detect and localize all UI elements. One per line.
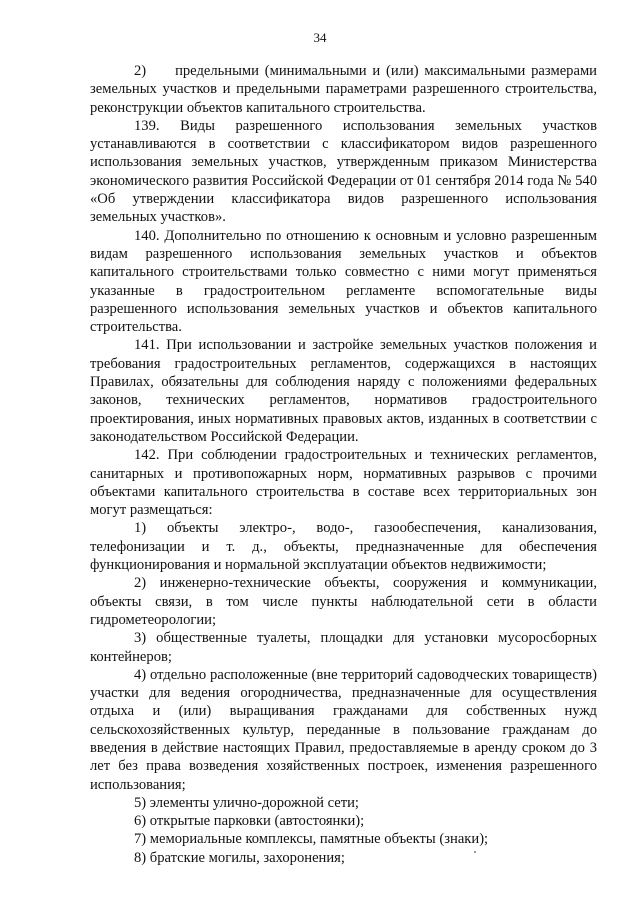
paragraph-140: 140. Дополнительно по отношению к основным и условно разрешенным видам разрешенного использования земельных участков и объектов капитального строительствами только совместно с ними могут применяться указанные в градостроительном регламенте вспомогательные виды разрешенного использования земельных участков и объектов капитального строительства. bbox=[90, 227, 597, 336]
document-body bbox=[90, 62, 597, 867]
list-item-1: 1) объекты электро-, водо-, газообеспечения, канализования, телефонизации и т. д., объекты, предназначенные для обеспечения функционирования и нормальной эксплуатации объектов недвижимости; bbox=[90, 520, 597, 574]
scan-speck bbox=[474, 851, 476, 853]
list-item-2: 2) инженерно-технические объекты, сооружения и коммуникации, объекты связи, в том числе пункты наблюдательной сети в области гидрометеорологии; bbox=[90, 575, 597, 628]
page-number: 34 bbox=[313, 30, 327, 45]
paragraph-141: 141. При использовании и застройке земельных участков положения и требования градостроительных регламентов, содержащихся в настоящих Правилах, обязательны для соблюдения наряду с положениями федеральных законов, технических регламентов, нормативов градостроительного проектирования, иных нормативных правовых актов, изданных в соответствии с законодательством Российской Федерации. bbox=[90, 337, 597, 445]
list-item-6: 6) открытые парковки (автостоянки); bbox=[134, 813, 365, 830]
list-item-7: 7) мемориальные комплексы, памятные объекты (знаки); bbox=[134, 831, 489, 848]
paragraph-139: 139. Виды разрешенного использования земельных участков устанавливаются в соответствии с классификатором видов разрешенного использования земельных участков, утвержденным приказом Министерства экономического развития Российской Федерации от 01 сентября 2014 года № 540 «Об утверждении классификатора видов разрешенного использования земельных участков». bbox=[90, 117, 597, 226]
list-item-5: 5) элементы улично-дорожной сети; bbox=[134, 794, 359, 811]
list-item-8: 8) братские могилы, захоронения; bbox=[134, 849, 345, 866]
paragraph-142: 142. При соблюдении градостроительных и технических регламентов, санитарных и противопожарных норм, нормативных разрывов с прочими объектами капитального строительства в составе всех территориальных зон могут размещаться: bbox=[90, 447, 597, 519]
paragraph-item-2-limits: 2) предельными (минимальными и (или) максимальными размерами земельных участков и предельными параметрами разрешенного строительства, реконструкции объектов капитального строительства. bbox=[90, 63, 597, 116]
list-item-4: 4) отдельно расположенные (вне территорий садоводческих товариществ) участки для ведения огородничества, предназначенные для осуществления отдыха и (или) выращивания гражданами для собственных нужд сельскохозяйственных культур, переданные в пользование гражданам до введения в действие настоящих Правил, предоставляемые в аренду сроком до 3 лет без права возведения хозяйственных построек, изменения разрешенного использования; bbox=[90, 666, 597, 793]
list-item-3: 3) общественные туалеты, площадки для установки мусоросборных контейнеров; bbox=[90, 630, 597, 665]
